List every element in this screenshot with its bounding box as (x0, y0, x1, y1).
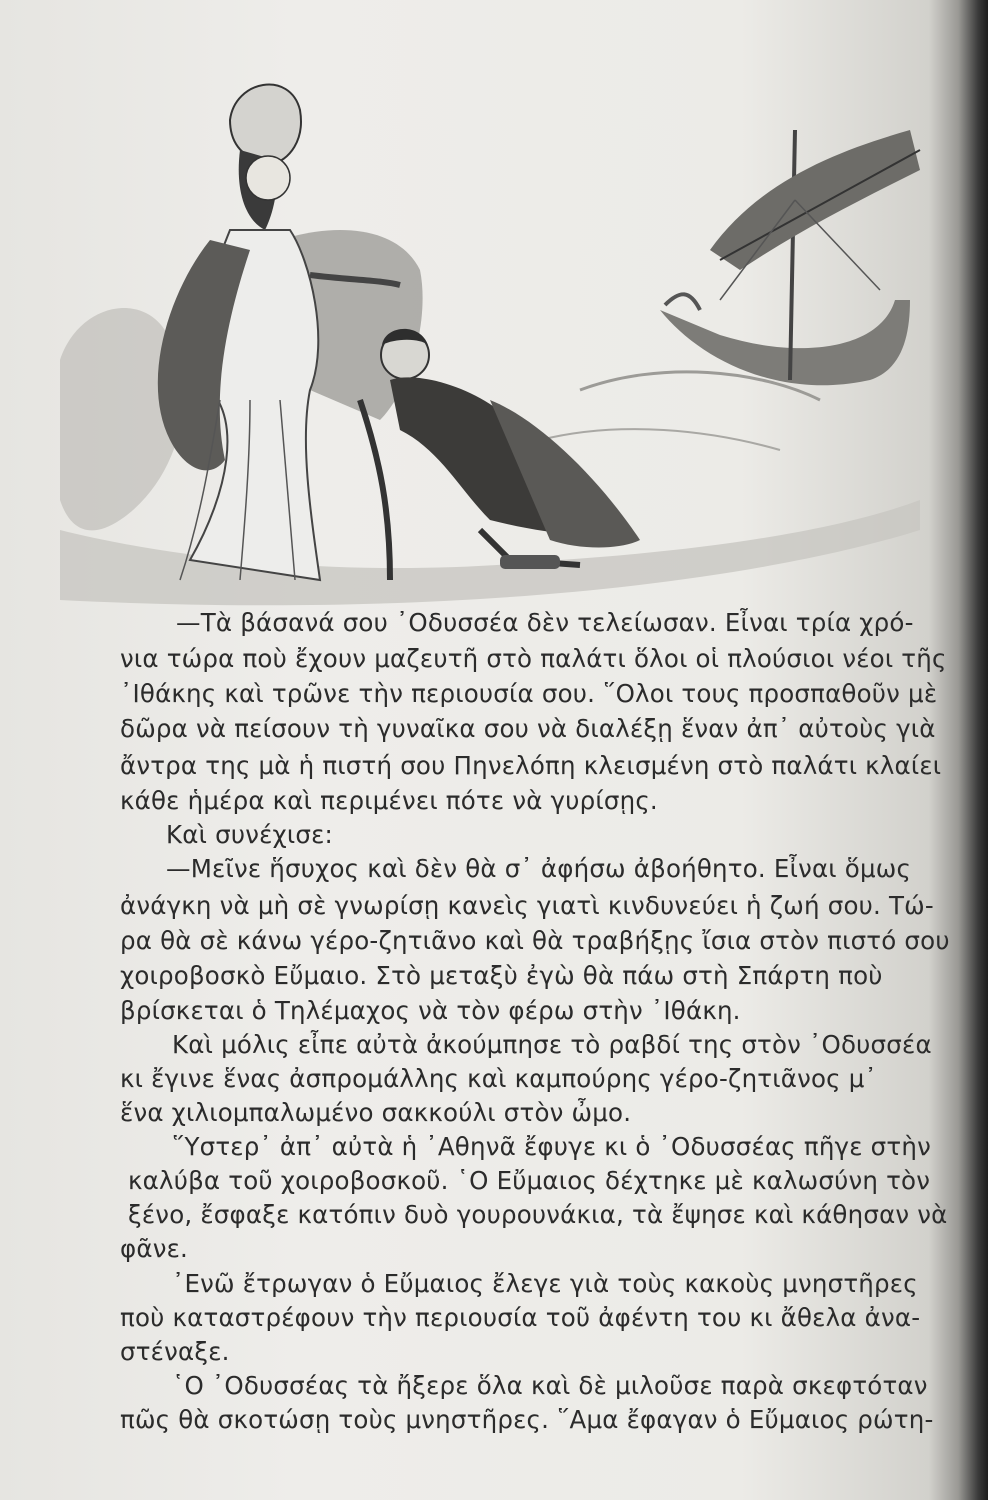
text-line: ποὺ καταστρέφουν τὴν περιουσία τοῦ ἀφέντη του κι ἄθελα ἀνα- (120, 1303, 921, 1332)
illustration-athena-odysseus-ship (60, 60, 930, 620)
text-line: χοιροβοσκὸ Εὔμαιο. Στὸ μεταξὺ ἐγὼ θὰ πάω στὴ Σπάρτη ποὺ (120, 961, 883, 990)
text-line: φᾶνε. (120, 1234, 189, 1263)
text-line: ξένο, ἔσφαξε κατόπιν δυὸ γουρουνάκια, τὰ ἔψησε καὶ κάθησαν νὰ (128, 1200, 948, 1229)
text-line: πῶς θὰ σκοτώσῃ τοὺς μνηστῆρες. ῞Αμα ἔφαγαν ὁ Εὔμαιος ρώτη- (120, 1405, 934, 1434)
text-line: δῶρα νὰ πείσουν τὴ γυναῖκα σου νὰ διαλέξῃ ἕναν ἀπ᾿ αὐτοὺς γιὰ (120, 714, 936, 743)
text-line: ᾿Ιθάκης καὶ τρῶνε τὴν περιουσία σου. ῞Ολοι τους προσπαθοῦν μὲ (120, 679, 938, 708)
text-line: βρίσκεται ὁ Τηλέμαχος νὰ τὸν φέρω στὴν ᾿Ιθάκη. (120, 996, 741, 1025)
text-line: Καὶ μόλις εἶπε αὐτὰ ἀκούμπησε τὸ ραβδί της στὸν ᾿Οδυσσέα (172, 1030, 932, 1059)
text-line: Καὶ συνέχισε: (166, 820, 333, 849)
ship (660, 130, 920, 385)
odysseus-figure (360, 329, 640, 580)
text-line: ἕνα χιλιομπαλωμένο σακκούλι στὸν ὦμο. (120, 1098, 632, 1127)
text-line: κι ἔγινε ἕνας ἀσπρομάλλης καὶ καμπούρης γέρο-ζητιᾶνος μ᾿ (120, 1064, 877, 1093)
text-line: καλύβα τοῦ χοιροβοσκοῦ. ῾Ο Εὔμαιος δέχτηκε μὲ καλωσύνη τὸν (128, 1166, 931, 1195)
text-line: ῾Ο ᾿Οδυσσέας τὰ ἤξερε ὅλα καὶ δὲ μιλοῦσε παρὰ σκεφτόταν (172, 1371, 928, 1400)
text-line: ᾿Ενῶ ἔτρωγαν ὁ Εὔμαιος ἔλεγε γιὰ τοὺς κακοὺς μνηστῆρες (172, 1269, 918, 1298)
text-line: ἀνάγκη νὰ μὴ σὲ γνωρίσῃ κανεὶς γιατὶ κινδυνεύει ἡ ζωή σου. Τώ- (120, 891, 934, 920)
text-line: κάθε ἡμέρα καὶ περιμένει πότε νὰ γυρίσῃς. (120, 786, 658, 815)
text-line: ρα θὰ σὲ κάνω γέρο-ζητιᾶνο καὶ θὰ τραβήξῃς ἴσια στὸν πιστό σου (120, 926, 950, 955)
text-line: —Τὰ βάσανά σου ᾿Οδυσσέα δὲν τελείωσαν. Εἶναι τρία χρό- (176, 608, 914, 637)
text-line: νια τώρα ποὺ ἔχουν μαζευτῆ στὸ παλάτι ὅλοι οἱ πλούσιοι νέοι τῆς (120, 644, 947, 673)
text-line: —Μεῖνε ἥσυχος καὶ δὲν θὰ σ᾿ ἀφήσω ἀβοήθητο. Εἶναι ὅμως (166, 854, 912, 883)
text-line: στέναξε. (120, 1337, 230, 1366)
text-line: ἄντρα της μὰ ἡ πιστή σου Πηνελόπη κλεισμένη στὸ παλάτι κλαίει (120, 751, 942, 780)
text-line: ῞Υστερ᾿ ἀπ᾿ αὐτὰ ἡ ᾿Αθηνᾶ ἔφυγε κι ὁ ᾿Οδυσσέας πῆγε στὴν (172, 1132, 931, 1161)
